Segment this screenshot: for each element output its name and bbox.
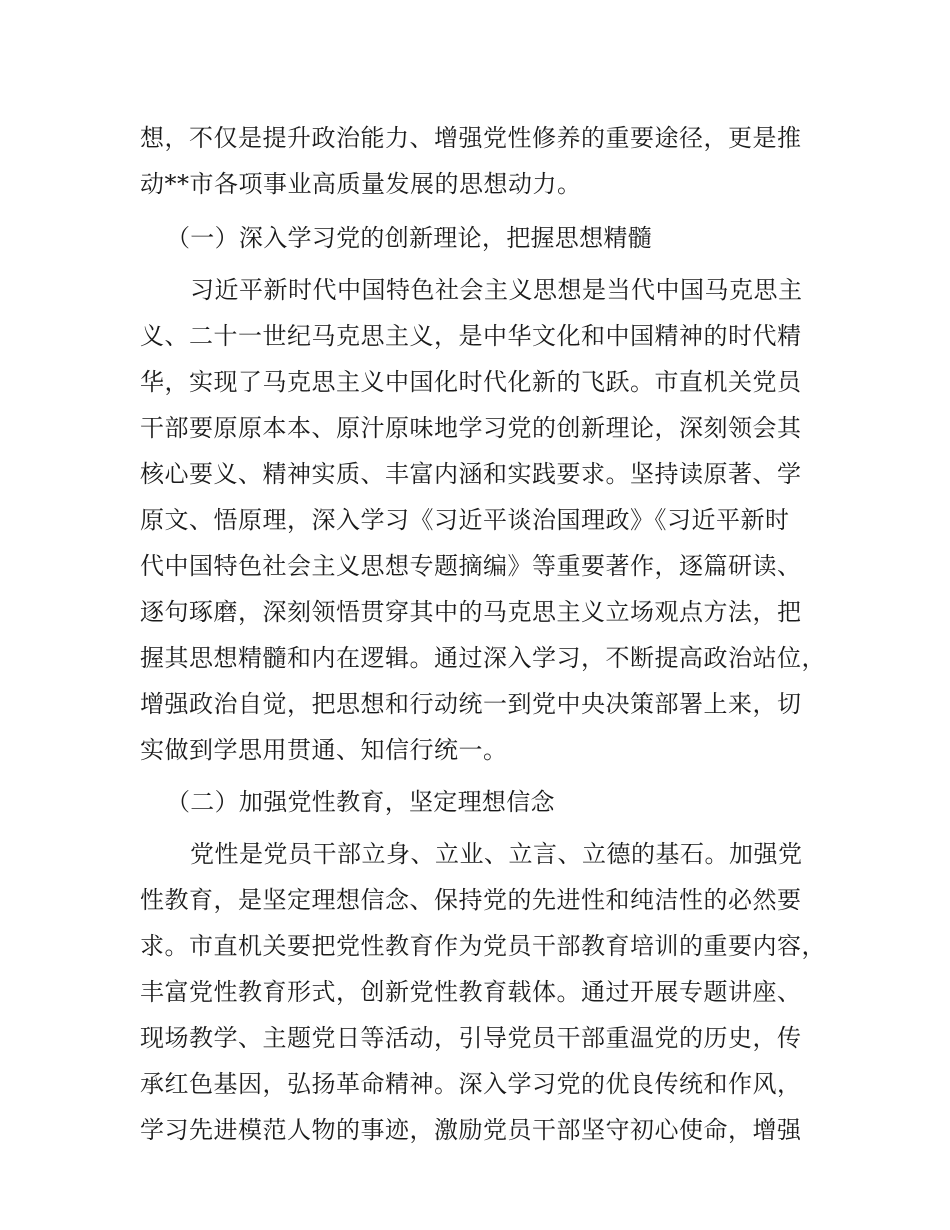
paragraph-line: 现场教学、主题党日等活动，引导党员干部重温党的历史，传 — [140, 1024, 802, 1052]
paragraph-line: 丰富党性教育形式，创新党性教育载体。通过开展专题讲座、 — [140, 978, 802, 1006]
section-heading-1: （一）深入学习党的创新理论，把握思想精髓 — [166, 224, 652, 252]
paragraph-line: 性教育，是坚定理想信念、保持党的先进性和纯洁性的必然要 — [140, 886, 802, 914]
paragraph-line: 实做到学思用贯通、知信行统一。 — [140, 736, 508, 764]
paragraph-line: 学习先进模范人物的事迹，激励党员干部坚守初心使命，增强 — [140, 1116, 802, 1144]
paragraph-line: 承红色基因，弘扬革命精神。深入学习党的优良传统和作风， — [140, 1070, 802, 1098]
paragraph-line: 代中国特色社会主义思想专题摘编》等重要著作，逐篇研读、 — [140, 552, 802, 580]
paragraph-line: 干部要原原本本、原汁原味地学习党的创新理论，深刻领会其 — [140, 414, 802, 442]
paragraph-line: 原文、悟原理，深入学习《习近平谈治国理政》《习近平新时 — [140, 506, 790, 534]
section-heading-2: （二）加强党性教育，坚定理想信念 — [166, 788, 555, 816]
paragraph-line: 华，实现了马克思主义中国化时代化新的飞跃。市直机关党员 — [140, 368, 802, 396]
paragraph-line: 增强政治自觉，把思想和行动统一到党中央决策部署上来，切 — [140, 690, 802, 718]
paragraph-line: 核心要义、精神实质、丰富内涵和实践要求。坚持读原著、学 — [140, 460, 802, 488]
paragraph-line: 求。市直机关要把党性教育作为党员干部教育培训的重要内容， — [140, 932, 826, 960]
paragraph-line: 逐句琢磨，深刻领悟贯穿其中的马克思主义立场观点方法，把 — [140, 598, 802, 626]
paragraph-line: 党性是党员干部立身、立业、立言、立德的基石。加强党 — [190, 840, 803, 868]
paragraph-line: 动**市各项事业高质量发展的思想动力。 — [140, 170, 582, 198]
paragraph-line: 想，不仅是提升政治能力、增强党性修养的重要途径，更是推 — [140, 124, 802, 152]
paragraph-line: 习近平新时代中国特色社会主义思想是当代中国马克思主 — [190, 276, 803, 304]
paragraph-line: 义、二十一世纪马克思主义，是中华文化和中国精神的时代精 — [140, 322, 802, 350]
paragraph-line: 握其思想精髓和内在逻辑。通过深入学习，不断提高政治站位， — [140, 644, 826, 672]
